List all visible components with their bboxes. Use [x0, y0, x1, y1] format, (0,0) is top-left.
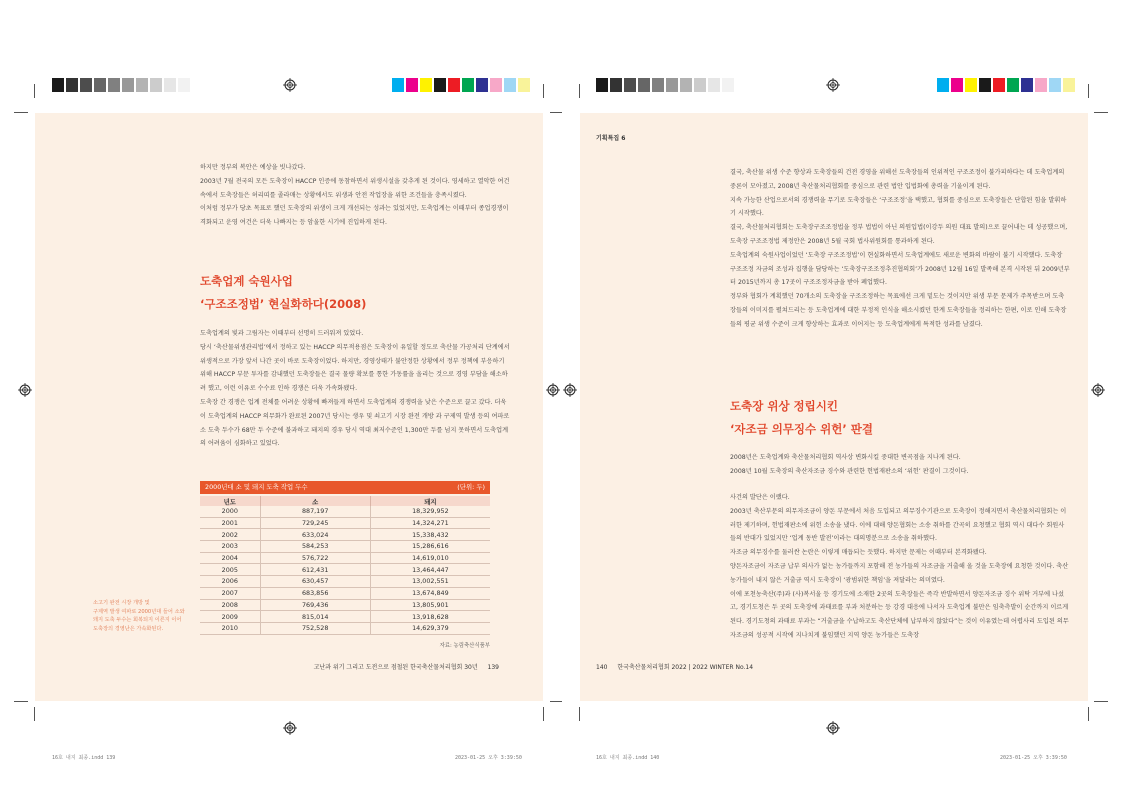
page-number: 139 [487, 664, 499, 671]
table-row [200, 611, 490, 623]
table-row [200, 529, 490, 541]
body-text [200, 327, 512, 451]
section-heading [200, 270, 366, 316]
table-cell: 15,338,432 [370, 529, 490, 541]
table-unit: (단위: 두) [457, 483, 485, 491]
crop-mark [550, 701, 562, 702]
side-note [93, 599, 193, 633]
footer-text: 한국축산물처리협회 2022 | 2022 WINTER No.14 [617, 664, 754, 671]
paragraph: 정부와 협회가 계획했던 70개소의 도축장을 구조조정하는 목표에선 크게 밑도는 것이지만 위생 부문 문제가 주목받으며 도축장들의 이미지를 펼쳐드리는 등 도축업계에 대한 부정적 인식을 해소시켰던 한계 도축장들을 정리하는 한편, 이로 인해 도축장들의 평균 위생 수준이 크게 향상하는 효과로 이어지는 등 도축업계에게 특적한 성과를 남겼다. [730, 293, 1067, 328]
page-number: 140 [596, 664, 608, 671]
table-cell: 887,197 [260, 506, 370, 517]
paragraph: 2003년 축산부문의 의무자조금이 양돈 부문에서 처음 도입되고 의무징수기관으로 도축장이 정해지면서 축산물처리협회는 이러한 제기하며, 헌법재판소에 위헌 소송을 냈다. 이에 대해 양돈협회는 소송 취하를 간곡히 요청했고 협회 역시 대다수 회원사들의 반대가 있었지만 ‘업계 동반 발전’이라는 대의명분으로 소송을 취하했다. [730, 507, 1067, 543]
registration-mark-icon [18, 383, 32, 397]
table-cell: 683,856 [260, 587, 370, 599]
top-text [730, 166, 1070, 332]
paragraph: 지속 가능한 산업으로서의 경쟁력을 무기로 도축장들은 ‘구조조정’을 택했고, 협회를 중심으로 도축장들은 단합된 힘을 발휘하기 시작했다. [730, 196, 1067, 218]
table-source: 자료: 농림축산식품부 [439, 642, 490, 649]
table-cell: 815,014 [260, 611, 370, 623]
paragraph: 이에 포천농축산(주)과 (사)복서울 등 경기도에 소재한 2곳의 도축장들은 즉각 반발하면서 양돈자조금 징수 위탁 거부에 나섰고, 경기도청은 두 곳의 도축장에 과태료를 부과 처분하는 등 강경 대응에 나서자 도축업계 불만은 임축측발이 순간까지 이르게 된다. 경기도청의 과태료 부과는 “거출금을 수납하고도 축산단체에 납부하지 않았다”는 것이 이유였는데 어렵사리 도입된 의무자조금의 성공적 시작에 지나치게 불임했던 지역 양돈 농가들은 도축장 [730, 590, 1069, 639]
paragraph: 자조금 의무징수를 둘러싼 논란은 이렇게 매듭되는 듯했다. 하지만 문제는 이때부터 본격화됐다. [730, 549, 987, 557]
paragraph: 2008년 10월 도축장의 축산자조금 징수와 관련한 헌법재판소의 ‘위헌’ 판결이 그것이다. [730, 467, 969, 475]
heading-line: ‘구조조정법’ 현실화하다(2008) [200, 297, 367, 311]
table-row [200, 552, 490, 564]
registration-mark-icon [546, 383, 560, 397]
table-cell: 630,457 [260, 576, 370, 588]
paragraph: 2008년은 도축업계와 축산물처리협회 역사상 변화시킬 중대한 변곡점을 지나게 된다. [730, 454, 961, 461]
crop-mark [1088, 84, 1089, 98]
mid-text [730, 451, 1070, 479]
crop-mark [1094, 701, 1108, 702]
paragraph: 사건의 발단은 이랬다. [730, 494, 790, 501]
table-cell: 2000 [200, 506, 260, 517]
table-cell: 13,464,447 [370, 564, 490, 576]
data-table-block [200, 481, 490, 649]
table-row [200, 506, 490, 517]
table-cell: 576,722 [260, 552, 370, 564]
table-cell: 13,805,901 [370, 599, 490, 611]
table-cell: 584,253 [260, 541, 370, 553]
color-bar-left [392, 78, 532, 92]
right-page [580, 113, 1088, 701]
table-cell: 13,002,551 [370, 576, 490, 588]
crop-mark [1094, 112, 1108, 113]
table-cell: 2006 [200, 576, 260, 588]
table-row [200, 622, 490, 634]
paragraph: 이처럼 정부가 당초 목표로 했던 도축장의 위생이 크게 개선되는 성과는 있었지만, 도축업계는 이때부터 종업경쟁이 격화되고 운영 여건은 더욱 나빠지는 등 암울한 시기에 진입하게 된다. [200, 205, 509, 227]
crop-mark [1088, 707, 1089, 721]
table-cell: 752,528 [260, 622, 370, 634]
table-cell: 2003 [200, 541, 260, 553]
heading-line: ‘자조금 의무징수 위헌’ 판결 [730, 422, 873, 436]
side-note-line: 구제역 발생 여파로 2000년대 들어 소와 [93, 608, 185, 615]
table-cell: 13,918,628 [370, 611, 490, 623]
crop-mark [579, 707, 580, 721]
table-cell: 14,324,271 [370, 517, 490, 529]
table-cell: 14,619,010 [370, 552, 490, 564]
table-cell: 2010 [200, 622, 260, 634]
table-row [200, 517, 490, 529]
registration-mark-icon [283, 721, 297, 735]
table-cell: 2002 [200, 529, 260, 541]
table-row [200, 541, 490, 553]
footer-text: 고난과 위기 그리고 도전으로 점철된 한국축산물처리협회 30년 [313, 664, 478, 671]
heading-line: 도축업계 숙원사업 [200, 274, 293, 288]
page-footer [596, 662, 753, 671]
page-footer [314, 662, 499, 671]
paragraph: 당시 ‘축산물위생관리법’에서 정하고 있는 HACCP 의무적용점은 도축장이 유일할 정도로 축산물 가공처리 단계에서 위생적으로 가장 앞서 나간 곳이 바로 도축장이었다. 하지만, 경영상태가 불안정한 상황에서 정부 정책에 부응하기 위해 HACCP 부문 투자를 감내했던 도축장들은 결국 물량 확보를 통한 가동률을 올리는 것으로 경영 부담을 해소하려 했고, 이런 이유로 수수료 인하 경쟁은 더욱 가속화됐다. [200, 343, 510, 393]
section-heading [730, 395, 873, 441]
grayscale-bar-left [52, 78, 192, 92]
registration-mark-icon [1091, 383, 1105, 397]
paragraph: 결국, 축산물 위생 수준 향상과 도축장들의 건전 경영을 위해선 도축장들의 인위적인 구조조정이 불가피하다는 데 도축업계의 중론이 모아졌고, 2008년 축산물처리협회를 중심으로 관련 법안 입법화에 총력을 기울이게 된다. [730, 169, 1065, 190]
table-cell: 14,629,379 [370, 622, 490, 634]
registration-mark-icon [826, 721, 840, 735]
side-note-line: 소고기 완전 시장 개방 및 [93, 600, 150, 606]
table-cell: 2001 [200, 517, 260, 529]
table-title: 2000년대 소 및 돼지 도축 작업 두수 [205, 483, 308, 491]
table-row [200, 599, 490, 611]
crop-mark [34, 707, 35, 721]
table-row [200, 587, 490, 599]
side-note-line: 돼지 도축 두수는 회복되지 이른지 이어 [93, 617, 182, 624]
heading-line: 도축장 위상 정립시킨 [730, 399, 838, 413]
table-cell: 2007 [200, 587, 260, 599]
paragraph: 도축업계의 빛과 그림자는 이때부터 선명히 드러워져 있었다. [200, 330, 364, 337]
crop-mark [34, 84, 35, 98]
table-cell: 2005 [200, 564, 260, 576]
table-cell: 2008 [200, 599, 260, 611]
registration-mark-icon [283, 78, 297, 92]
crop-mark [543, 707, 544, 721]
table-row [200, 576, 490, 588]
registration-mark-icon [826, 78, 840, 92]
column-header: 소 [260, 496, 370, 506]
paragraph: 도축업계의 숙원사업이었던 ‘도축장 구조조정법’이 현실화하면서 도축업계에도 새로운 변화의 바람이 불기 시작했다. 도축장 구조조정 자금의 조성과 집행을 담당하는 ‘도축장구조조정추진협의회’가 2008년 12월 16일 발족해 본격 시작된 뒤 2009년부터 2015년까지 총 17곳이 구조조정자금을 받아 폐업했다. [730, 251, 1070, 287]
slug-right: 16호 내지 최종.indd 140 [596, 755, 660, 761]
bottom-text [730, 491, 1070, 643]
paragraph: 양돈자조금이 자조금 납부 의사가 없는 농가들까지 포함해 전 농가들의 자조금을 거출해 올 것을 도축장에 요청한 것이다. 축산농가들이 내지 않은 거출금 역시 도축장이 ‘광범위한 책임’을 져달라는 의미였다. [730, 562, 1069, 584]
slug-date-left: 2023-01-25 오후 3:39:50 [455, 755, 522, 761]
table-cell: 612,431 [260, 564, 370, 576]
table-cell: 729,245 [260, 517, 370, 529]
table-cell: 15,286,616 [370, 541, 490, 553]
section-label: 기획특집 6 [596, 135, 626, 142]
intro-text [200, 161, 510, 230]
table-cell: 633,024 [260, 529, 370, 541]
paragraph: 2003년 7월 전국의 모든 도축장이 HACCP 인증에 동참하면서 위생시설을 갖추게 된 것이다. 영세하고 열악한 여건 속에서 도축장들은 허리띠를 졸라매는 상황에서도 위생과 안전 작업장을 위한 조건들을 충족시켰다. [200, 177, 510, 199]
table-row [200, 564, 490, 576]
left-page [35, 113, 543, 701]
slug-left: 16호 내지 최종.indd 139 [52, 755, 116, 761]
crop-mark [579, 84, 580, 98]
crop-mark [14, 112, 28, 113]
data-table [200, 496, 490, 635]
side-note-line: 도축장의 경영난은 가속화된다. [93, 625, 164, 632]
paragraph: 도축장 간 경쟁은 업계 전체를 어려운 상황에 빠져들게 하면서 도축업계의 경쟁력을 낮은 수준으로 끌고 갔다. 더욱이 도축업계의 HACCP 의무화가 완료된 2007년 당시는 생우 및 쇠고기 시장 완전 개방 과 구제역 발생 등의 여파로 소 도축 두수가 68만 두 수준에 불과하고 돼지의 경우 당시 역대 최저수준인 1,300만 두를 넘지 못하면서 도축업계의 어려움이 심화하고 있었다. [200, 398, 510, 448]
column-header: 년도 [200, 496, 260, 506]
grayscale-bar-right [596, 78, 736, 92]
column-header: 돼지 [370, 496, 490, 506]
paragraph: 결국, 축산물처리협회는 도축장구조조정법을 정부 법법이 아닌 의원입법(이강두 의원 대표 발의)으로 끌어내는 데 성공했으며, 도축장 구조조정법 제정안은 2008년 5월 국회 법사위원회를 통과하게 된다. [730, 224, 1068, 245]
table-title-bar [200, 481, 490, 494]
table-cell: 2004 [200, 552, 260, 564]
registration-mark-icon [563, 383, 577, 397]
table-header-row [200, 496, 490, 506]
table-cell: 18,329,952 [370, 506, 490, 517]
crop-mark [543, 84, 544, 98]
table-cell: 769,436 [260, 599, 370, 611]
slug-date-right: 2023-01-25 오후 3:39:50 [1000, 755, 1067, 761]
color-bar-right [937, 78, 1077, 92]
crop-mark [14, 701, 28, 702]
paragraph: 하지만 정부의 복안은 예상을 빗나갔다. [200, 164, 306, 171]
crop-mark [550, 112, 562, 113]
table-cell: 13,674,849 [370, 587, 490, 599]
table-cell: 2009 [200, 611, 260, 623]
